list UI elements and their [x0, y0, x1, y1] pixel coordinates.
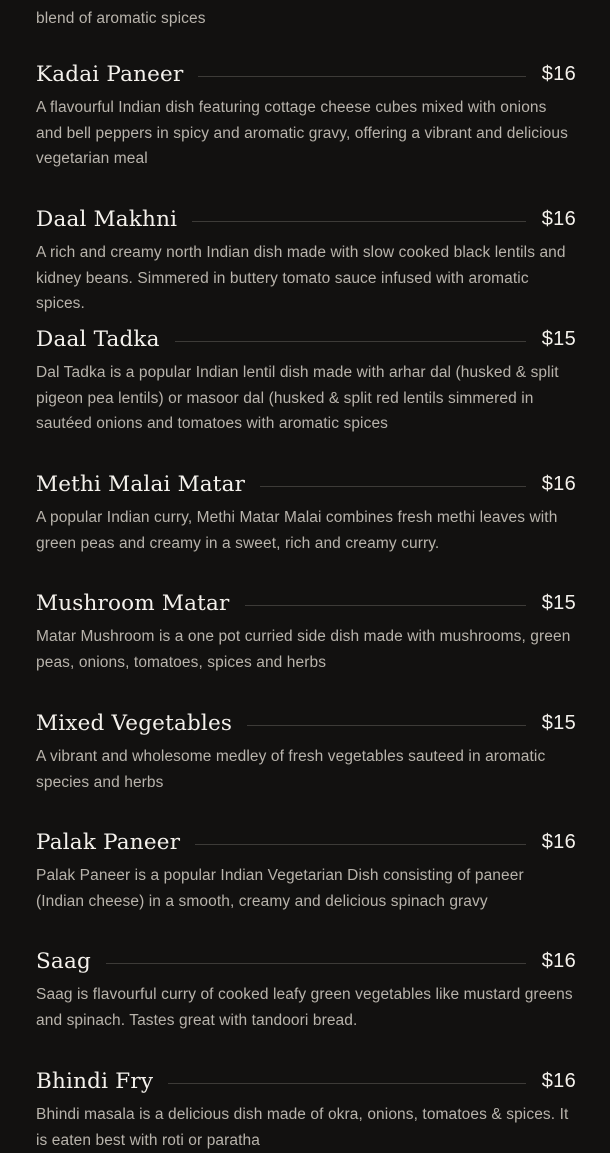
- dotted-leader-divider: [192, 221, 526, 222]
- menu-item: [36, 204, 576, 317]
- menu-item-name: Mushroom Matar: [36, 590, 230, 616]
- dotted-leader-divider: [175, 341, 526, 342]
- menu-item: [36, 588, 576, 675]
- menu-item-price: $15: [541, 327, 576, 350]
- menu-item-name: Methi Malai Matar: [36, 471, 246, 497]
- menu-item-name: Daal Tadka: [36, 326, 160, 352]
- menu-item-header: [36, 324, 576, 354]
- menu-item: [36, 469, 576, 556]
- menu-item-header: [36, 827, 576, 857]
- menu-item: [36, 59, 576, 172]
- dotted-leader-divider: [106, 963, 526, 964]
- menu-item-description: Bhindi masala is a delicious dish made of okra, onions, tomatoes & spices. It is eaten best with roti or paratha: [36, 1106, 569, 1149]
- menu-item-price: $16: [541, 949, 576, 972]
- dotted-leader-divider: [198, 76, 525, 77]
- menu-item-description: Matar Mushroom is a one pot curried side dish made with mushrooms, green peas, onions, tomatoes, spices and herbs: [36, 628, 571, 671]
- menu-item-price: $16: [541, 62, 576, 85]
- menu-item-price: $15: [541, 711, 576, 734]
- menu-item: [36, 324, 576, 437]
- menu-item-price: $16: [541, 472, 576, 495]
- menu-item-name: Bhindi Fry: [36, 1068, 154, 1094]
- menu-item-header: [36, 469, 576, 499]
- menu-item-header: [36, 588, 576, 618]
- previous-item-description: blend of aromatic spices: [36, 10, 206, 27]
- menu-item-name: Daal Makhni: [36, 206, 178, 232]
- menu-item: [36, 1066, 576, 1153]
- menu-item-description: A rich and creamy north Indian dish made with slow cooked black lentils and kidney beans. Simmered in buttery tomato sauce infused with aromatic spices.: [36, 244, 566, 312]
- menu-item-description: Saag is flavourful curry of cooked leafy green vegetables like mustard greens and spinach. Tastes great with tandoori bread.: [36, 986, 573, 1029]
- menu-item-header: [36, 946, 576, 976]
- menu-item-header: [36, 708, 576, 738]
- menu-item-header: [36, 204, 576, 234]
- menu-item: [36, 827, 576, 914]
- menu-item-description: Palak Paneer is a popular Indian Vegetarian Dish consisting of paneer (Indian cheese) in a smooth, creamy and delicious spinach gravy: [36, 867, 524, 910]
- menu-item: [36, 946, 576, 1033]
- dotted-leader-divider: [195, 844, 526, 845]
- menu-item-price: $15: [541, 591, 576, 614]
- menu-item-name: Palak Paneer: [36, 829, 181, 855]
- menu-item-price: $16: [541, 1069, 576, 1092]
- menu-item-header: [36, 1066, 576, 1096]
- menu-item-name: Saag: [36, 948, 91, 974]
- menu-item-price: $16: [541, 830, 576, 853]
- menu-item: [36, 708, 576, 795]
- dotted-leader-divider: [245, 605, 526, 606]
- menu-item-header: [36, 59, 576, 89]
- dotted-leader-divider: [168, 1083, 526, 1084]
- menu-item-price: $16: [541, 207, 576, 230]
- menu-item-description: A vibrant and wholesome medley of fresh vegetables sauteed in aromatic species and herbs: [36, 748, 546, 791]
- dotted-leader-divider: [260, 486, 526, 487]
- menu-item-name: Mixed Vegetables: [36, 710, 233, 736]
- menu-item-description: A flavourful Indian dish featuring cottage cheese cubes mixed with onions and bell peppers in spicy and aromatic gravy, offering a vibrant and delicious vegetarian meal: [36, 99, 568, 167]
- menu-item-name: Kadai Paneer: [36, 61, 184, 87]
- menu-item-description: A popular Indian curry, Methi Matar Malai combines fresh methi leaves with green peas and creamy in a sweet, rich and creamy curry.: [36, 509, 558, 552]
- dotted-leader-divider: [247, 725, 526, 726]
- menu-item-description: Dal Tadka is a popular Indian lentil dish made with arhar dal (husked & split pigeon pea lentils) or masoor dal (husked & split red lentils simmered in sautéed onions and tomatoes with aromatic spices: [36, 364, 559, 432]
